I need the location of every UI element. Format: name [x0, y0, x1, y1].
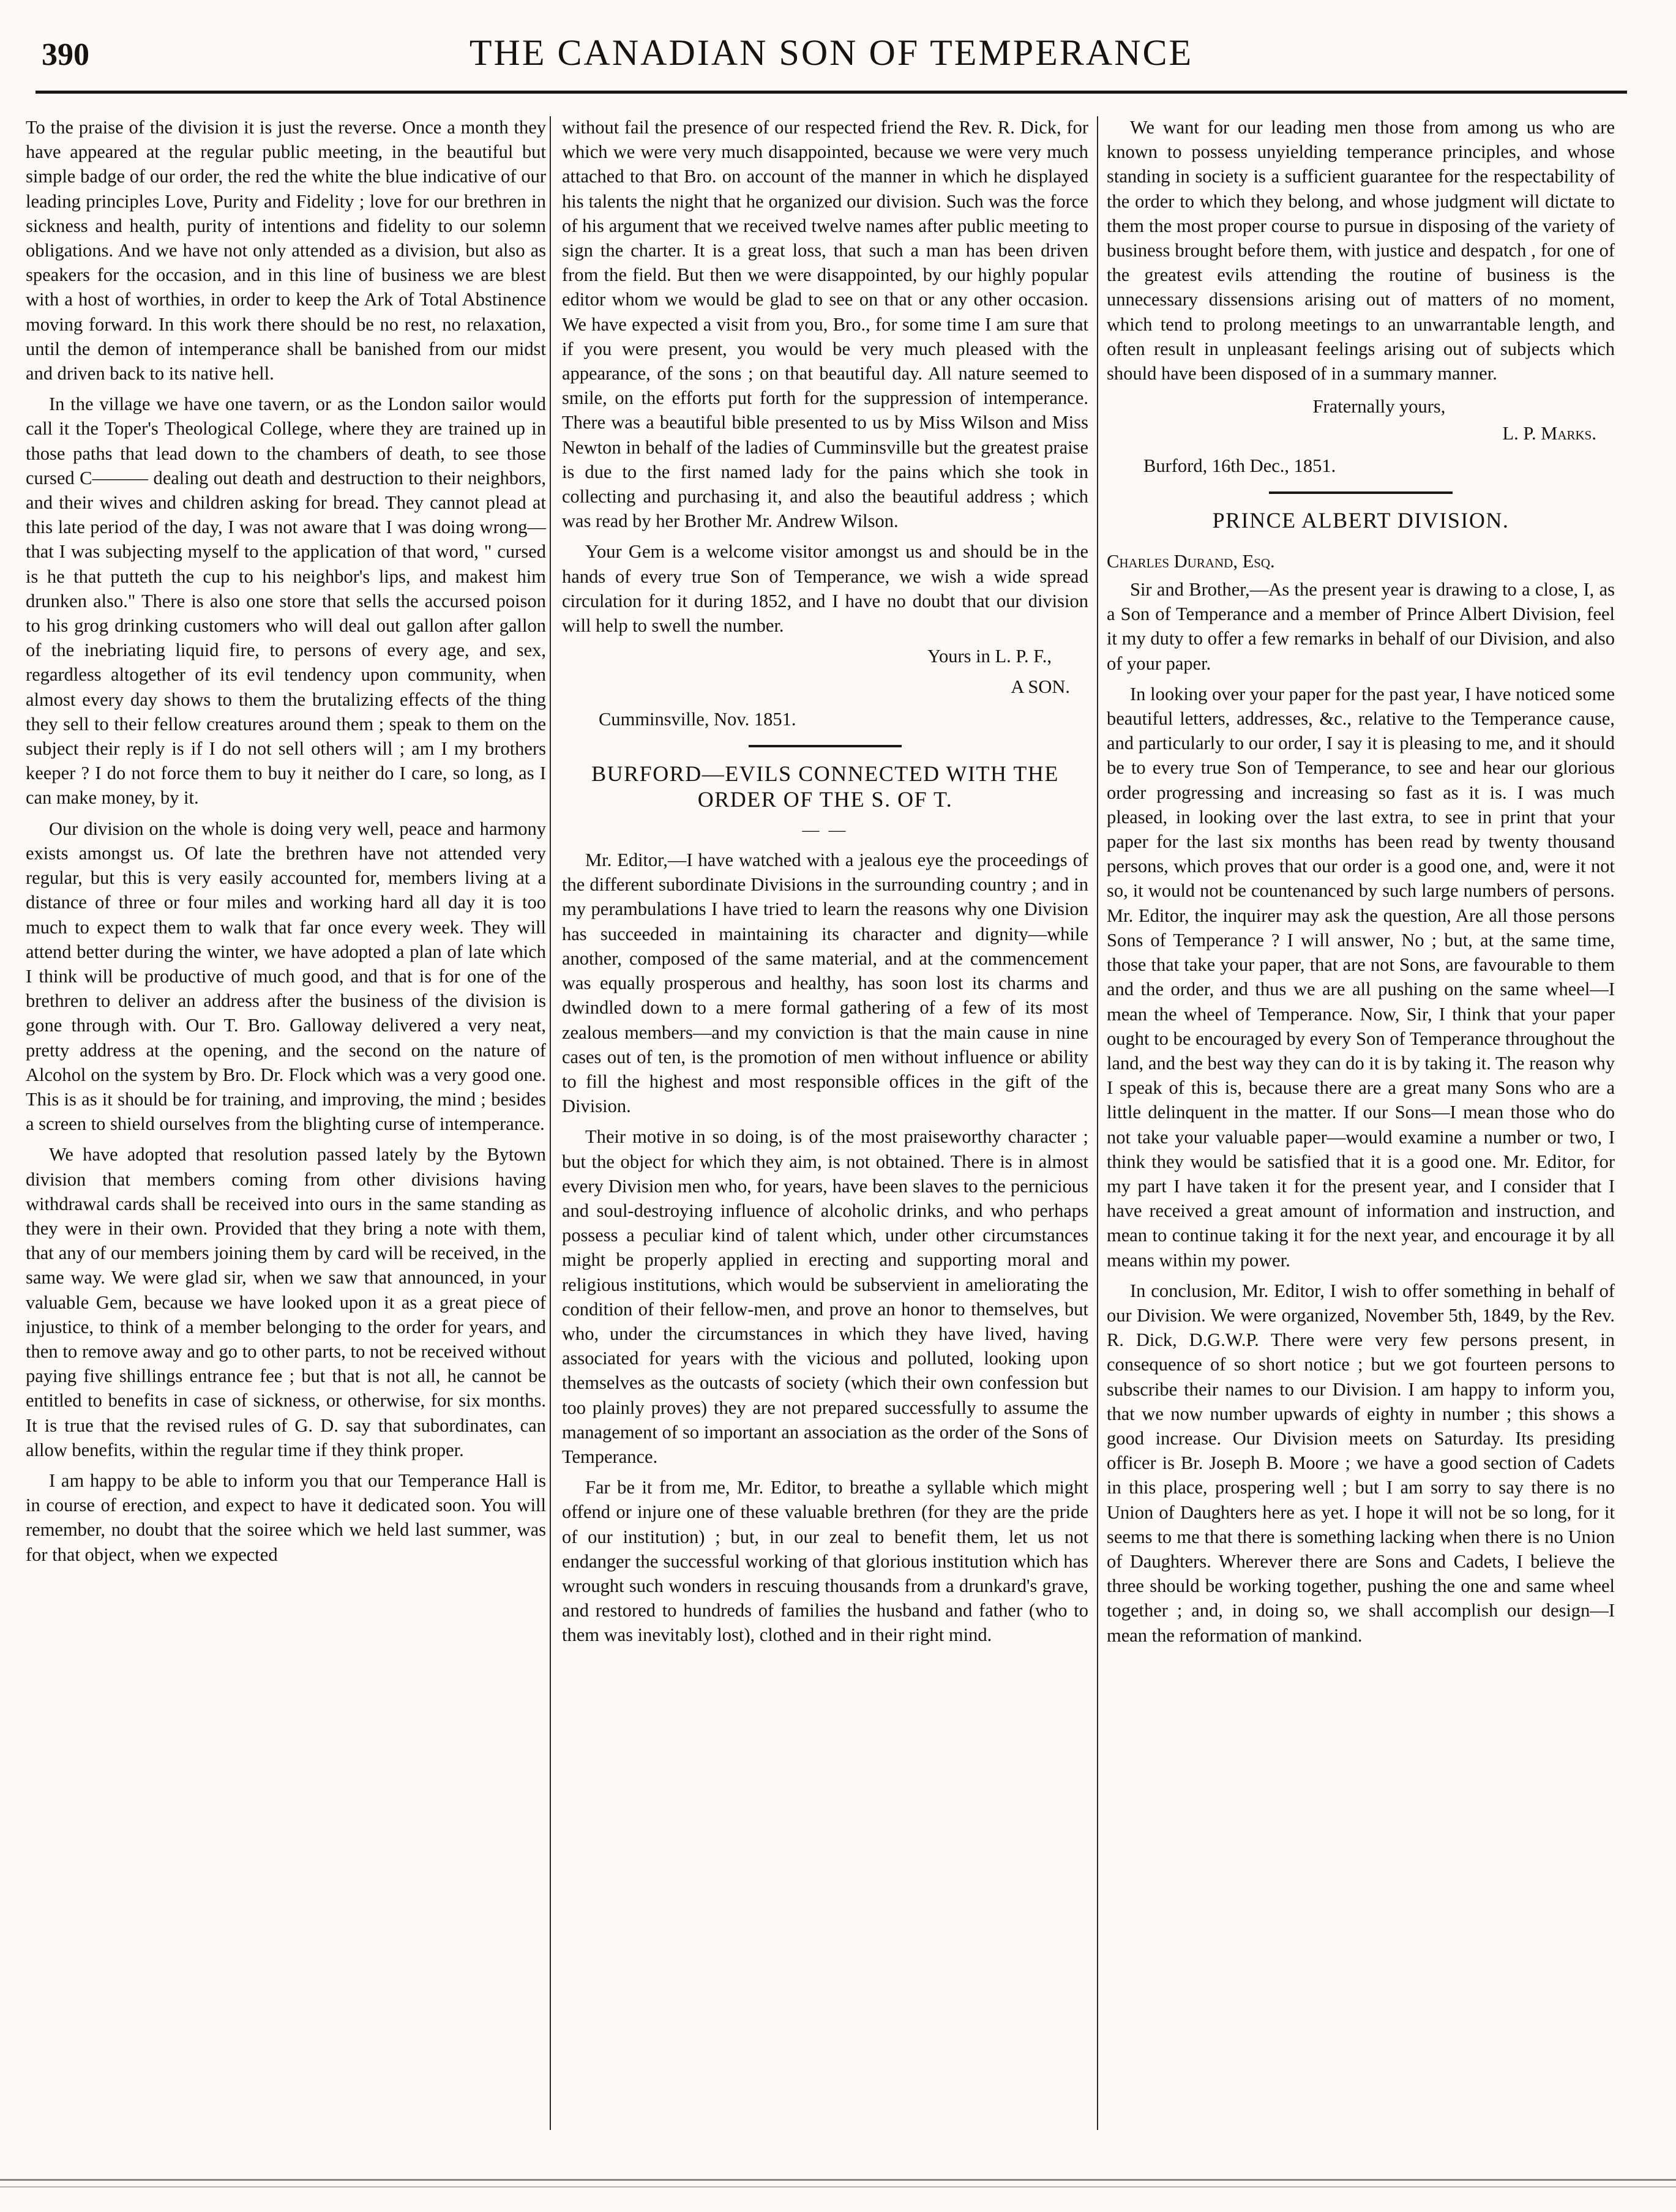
column-divider	[1097, 116, 1098, 2130]
footer-rule	[0, 2179, 1676, 2181]
paragraph: In the village we have one tavern, or as the London sailor would call it the Toper's Theological College, where they are trained up in those paths that lead down to the chambers of death, to see those cursed C——— dealing out death and destruction to their neighbors, and their wives and children asking for bread. They cannot plead at this late period of the day, I was not aware that I was doing wrong—that I was subjecting myself to the application of that word, " cursed is he that putteth the cup to his neighbor's lips, and makest him drunken also." There is also one store that sells the accursed poison to his grog drinking customers who will deal out gallon after gallon of the inebriating liquid fire, to persons of every age, and sex, regardless altogether of its evil tendency upon community, when almost every day shows to them the brutalizing effects of the thing they sell to their fellow creatures around them ; speak to them on the subject their reply is if I do not sell others will ; am I my brothers keeper ? I do not force them to buy it neither do I care, so long, as I can make money, by it.	[26, 394, 546, 809]
footer-rule	[0, 2186, 1676, 2188]
headline-dash: — —	[802, 820, 848, 840]
header-rule	[36, 91, 1627, 94]
paragraph: We have adopted that resolution passed lately by the Bytown division that members coming from other divisions having withdrawal cards shall be received into ours in the same standing as they were in their own. Provided that they bring a note with them, that any of our members joining them by card will be received, in the same way. We were glad sir, when we saw that announced, in your valuable Gem, because we have looked upon it as a great piece of injustice, to think of a member belonging to the order for years, and then to remove away and go to other parts, to not be received without paying five shillings entrance fee ; but that is not all, he cannot be entitled to benefits in case of sickness, or otherwise, for six months. It is true that the revised rules of G. D. say that subordinates, can allow benefits, within the regular time if they think proper.	[26, 1144, 546, 1460]
page-header	[36, 32, 1627, 99]
paragraph: Their motive in so doing, is of the most praiseworthy character ; but the object for which they aim, is not obtained. There is in almost every Division men who, for years, have been slaves to the pernicious and soul-destroying influence of alcoholic drinks, and who perhaps possess a peculiar kind of talent which, under other circumstances might be properly applied in erecting and supporting moral and religious institutions, which would be subservient in ameliorating the condition of their fellow-men, and prove an honor to themselves, but who, under the circumstances in which they have lived, having associated for years with the vicious and polluted, looking upon themselves as the outcasts of society (which their own confession but too plainly proves) they are not prepared successfully to assume the management of so important an association as the order of the Sons of Temperance.	[562, 1126, 1088, 1467]
page-number: 390	[42, 37, 89, 72]
salutation: Charles Durand, Esq.	[1107, 550, 1275, 572]
column-2	[562, 115, 1088, 1654]
paragraph: Far be it from me, Mr. Editor, to breathe a syllable which might offend or injure one of these valuable brethren (for they are the pride of our institution) ; but, in our zeal to benefit them, let us not endanger the successful working of that glorious institution which has wrought such wonders in rescuing thousands from a drunkard's grave, and restored to hundreds of families the husband and father (who to them was inevitably lost), clothed and in their right mind.	[562, 1477, 1088, 1646]
paragraph: We want for our leading men those from among us who are known to possess unyielding temperance principles, and whose standing in society is a sufficient guarantee for the respectability of the order to which they belong, and whose judgment will dictate to them the most proper course to pursue in disposing of the variety of business brought before them, with justice and despatch , for one of the greatest evils attending the routine of business is the unnecessary dissensions arising out of matters of no moment, which tend to prolong meetings to an unwarrantable length, and often result in unpleasant feelings arising out of subjects which should have been disposed of in a summary manner.	[1107, 117, 1615, 384]
letter-signature: L. P. Marks.	[1502, 423, 1596, 444]
column-divider	[550, 116, 551, 2130]
paragraph: Mr. Editor,—I have watched with a jealous eye the proceedings of the different subordinate Divisions in the surrounding country ; and in my perambulations I have tried to learn the reasons why one Division has succeeded in maintaining its character and dignity—while another, composed of the same material, and at the commencement was equally prosperous and healthy, has soon lost its charms and dwindled down to a mere formal gathering of a few of its most zealous members—and my conviction is that the main cause in nine cases out of ten, is the promotion of men without influence or ability to fill the highest and most responsible offices in the gift of the Division.	[562, 850, 1088, 1117]
section-separator	[1269, 491, 1453, 494]
paragraph: To the praise of the division it is just the reverse. Once a month they have appeared at the regular public meeting, in the beautiful but simple badge of our order, the red the white the blue indicative of our leading principles Love, Purity and Fidelity ; love for our brethren in sickness and health, purity of intentions and fidelity to our solemn obligations. And we have not only attended as a division, but also as speakers for the occasion, and in this line of business we are blest with a host of worthies, in order to keep the Ark of Total Abstinence moving forward. In this work there should be no rest, no relaxation, until the demon of intemperance shall be banished from our midst and driven back to its native hell.	[26, 117, 546, 384]
paragraph: without fail the presence of our respected friend the Rev. R. Dick, for which we were very much disappointed, because we were very much attached to that Bro. on account of the manner in which he displayed his talents the night that he organized our division. Such was the force of his argument that we received twelve names after public meeting to sign the charter. It is a great loss, that such a man has been driven from the field. But then we were disappointed, by our highly popular editor whom we would be glad to see on that or any other occasion. We have expected a visit from you, Bro., for some time I am sure that if you were present, you would be very much pleased with the appearance, of the sons ; on that beautiful day. All nature seemed to smile, on the efforts put forth for the suppression of intemperance. There was a beautiful bible presented to us by Miss Wilson and Miss Newton in behalf of the ladies of Cumminsville but the greatest praise is due to the first named lady for the pains which she took in collecting and purchasing it, and also the beautiful address ; which was read by her Brother Mr. Andrew Wilson.	[562, 117, 1088, 532]
column-3	[1107, 115, 1615, 1654]
letter-closing: Fraternally yours,	[1312, 396, 1446, 417]
dateline: Burford, 16th Dec., 1851.	[1143, 455, 1336, 476]
section-separator	[749, 745, 902, 747]
masthead-title: THE CANADIAN SON OF TEMPERANCE	[469, 32, 1194, 73]
paragraph: Sir and Brother,—As the present year is drawing to a close, I, as a Son of Temperance and a member of Prince Albert Division, feel it my duty to offer a few remarks in behalf of our Division, and also of your paper.	[1107, 579, 1615, 674]
article-headline: PRINCE ALBERT DIVISION.	[1212, 507, 1510, 532]
article-headline: BURFORD—EVILS CONNECTED WITH THE ORDER OF THE S. OF T.	[591, 761, 1059, 812]
dateline: Cumminsville, Nov. 1851.	[599, 708, 796, 730]
letter-signature: A SON.	[1011, 676, 1070, 698]
paragraph: In conclusion, Mr. Editor, I wish to offer something in behalf of our Division. We were organized, November 5th, 1849, by the Rev. R. Dick, D.G.W.P. There were very few persons present, in consequence of so short notice ; but we got fourteen persons to subscribe their names to our Division. I am happy to inform you, that we now number upwards of eighty in number ; this shows a good increase. Our Division meets on Saturday. Its presiding officer is Br. Joseph B. Moore ; we have a good section of Cadets in this place, prospering well ; but I am sorry to say there is no Union of Daughters here as yet. I hope it will not be so long, for it seems to me that there is something lacking when there is no Union of Daughters. Wherever there are Sons and Cadets, I believe the three should be working together, pushing the one and same wheel together ; and, in doing so, we shall accomplish our design—I mean the reformation of mankind.	[1107, 1280, 1615, 1646]
paragraph: I am happy to be able to inform you that our Temperance Hall is in course of erection, and expect to have it dedicated soon. You will remember, no doubt that the soiree which we held last summer, was for that object, when we expected	[26, 1470, 546, 1565]
paragraph: Our division on the whole is doing very well, peace and harmony exists amongst us. Of late the brethren have not attended very regular, but this is very easily accounted for, members living at a distance of three or four miles and working hard all day it is too much to expect them to walk that far once every week. They will attend better during the winter, we have adopted a plan of late which I think will be productive of much good, and that is for one of the brethren to deliver an address after the business of the division is gone through with. Our T. Bro. Galloway delivered a very neat, pretty address at the opening, and the second on the nature of Alcohol on the system by Bro. Dr. Flock which was a very good one. This is as it should be for training, and improving, the mind ; besides a screen to shield ourselves from the blighting curse of intemperance.	[26, 818, 546, 1135]
column-1	[26, 115, 546, 1573]
paragraph: Your Gem is a welcome visitor amongst us and should be in the hands of every true Son of Temperance, we wish a wide spread circulation for it during 1852, and I have no doubt that our division will help to swell the number.	[562, 541, 1088, 637]
letter-closing: Yours in L. P. F.,	[927, 646, 1052, 667]
paragraph: In looking over your paper for the past year, I have noticed some beautiful letters, addresses, &c., relative to the Temperance cause, and particularly to our order, I say it is pleasing to me, and it should be to every true Son of Temperance, to see and hear our glorious order progressing and increasing so fast as it is. I was much pleased, in looking over the last extra, to see in print that your paper for the last six months has been read by twenty thousand persons, which proves that our order is a good one, and, were it not so, it would not be countenanced by such large numbers of persons. Mr. Editor, the inquirer may ask the question, Are all those persons Sons of Temperance ? I will answer, No ; but, at the same time, those that take your paper, that are not Sons, are favourable to them and the order, and thus we are all pushing on the same wheel—I mean the wheel of Temperance. Now, Sir, I think that your paper ought to be encouraged by every Son of Temperance throughout the land, and the best way they can do it is by taking it. The reason why I speak of this is, because there are a great many Sons who are a little delinquent in the matter. If our Sons—I mean those who do not take your valuable paper—would examine a number or two, I think they would be satisfied that it is a good one. Mr. Editor, for my part I have taken it for the present year, and I consider that I have received a great amount of information and instruction, and mean to continue taking it for the next year, and encourage it by all means within my power.	[1107, 683, 1615, 1271]
